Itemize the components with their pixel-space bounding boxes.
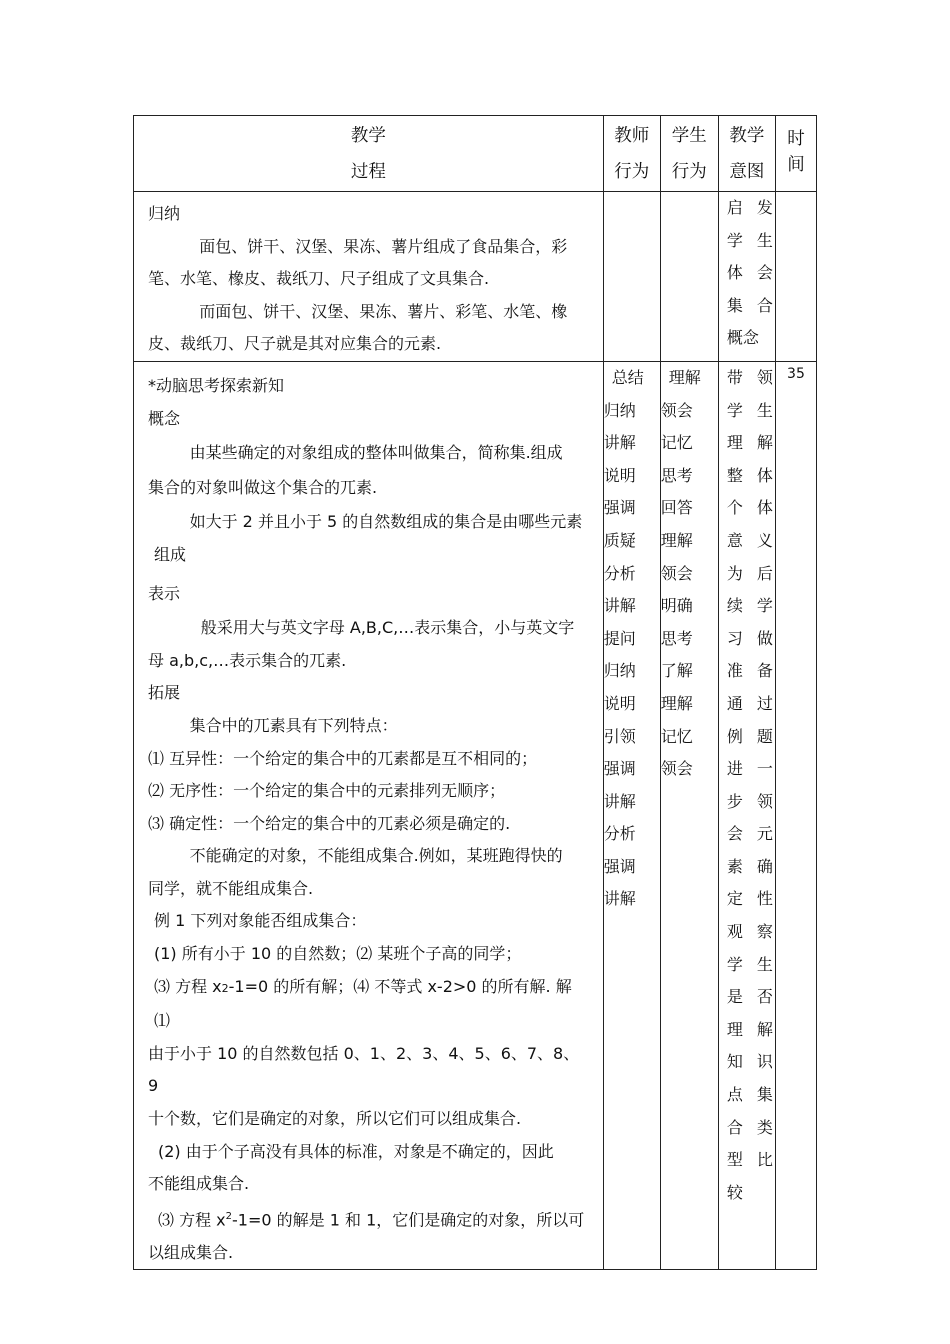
student-action: 领会 [660, 400, 693, 420]
header-time [775, 116, 816, 192]
student-action: 领会 [660, 759, 693, 779]
intent-item: 观察 [726, 922, 787, 942]
row1-title: 归纳 [148, 204, 181, 223]
teacher-action: 总结 [611, 367, 644, 387]
row2-line [134, 1201, 603, 1237]
row1-student [660, 192, 718, 362]
header-process [134, 116, 604, 192]
row2-line: ⑶ 确定性：一个给定的集合中的兀素必须是确定的. [148, 813, 511, 833]
intent-item: 较 [726, 1182, 743, 1202]
row2-student [660, 361, 718, 1269]
intent-item: 整体 [726, 465, 787, 485]
teacher-action: 分析 [603, 824, 636, 844]
intent-item: 例题 [726, 726, 787, 746]
row2-line: 不能组成集合. [148, 1174, 250, 1194]
row2-line: 组成 [154, 544, 187, 564]
row1-teacher [603, 192, 660, 362]
row2-line-part: ⑶ 方程 x [154, 976, 222, 996]
teacher-action: 引领 [603, 726, 636, 746]
row1-p1b: 笔、水笔、橡皮、裁纸刀、尺子组成了文具集合. [148, 269, 490, 289]
teacher-action: 提问 [603, 628, 636, 648]
row2-line: 集合的对象叫做这个集合的兀素. [148, 477, 378, 497]
intent-item: 为后 [726, 563, 787, 583]
intent-item: 定性 [726, 889, 787, 909]
header-teacher-line2: 行为 [614, 162, 650, 182]
row2-line: ⑵ 无序性：一个给定的集合中的元素排列无顺序； [148, 781, 506, 801]
row-concept [134, 361, 817, 1269]
teacher-action: 质疑 [603, 530, 636, 550]
row2-line: 如大于 2 并且小于 5 的自然数组成的集合是由哪些元素 [189, 512, 583, 532]
header-process-line1: 教学 [350, 126, 386, 146]
row2-line-part: ⑶ 方程 x [158, 1210, 226, 1230]
header-row [134, 116, 817, 192]
header-time-line2: 间 [787, 155, 805, 175]
intent-item: 理解 [726, 433, 787, 453]
intent-item: 续学 [726, 596, 787, 616]
row-summary [134, 192, 817, 362]
row2-intent [718, 361, 787, 1269]
header-intent-line1: 教学 [729, 126, 765, 146]
row2-line: 不能确定的对象，不能组成集合.例如，某班跑得快的 [189, 846, 563, 866]
student-action: 领会 [660, 563, 693, 583]
intent-item: 意义 [726, 530, 787, 550]
row2-line: 概念 [148, 408, 181, 428]
row2-teacher [603, 361, 660, 1269]
row2-line: (1) 所有小于 10 的自然数；⑵ 某班个子高的同学； [154, 944, 522, 964]
intent-item: 个体 [726, 498, 787, 518]
teacher-action: 强调 [603, 856, 636, 876]
intent-item: 进一 [726, 759, 787, 779]
intent-item: 学生 [726, 400, 787, 420]
student-action: 思考 [660, 628, 693, 648]
intent-item: 合类 [726, 1117, 787, 1137]
intent-item: 型比 [726, 1150, 787, 1170]
row1-intent-item: 体会 [726, 263, 787, 283]
row2-line-part: 2 [221, 981, 229, 995]
header-teacher [603, 116, 660, 192]
header-student [660, 116, 718, 192]
row2-line: 拓展 [148, 683, 181, 703]
student-action: 记忆 [660, 726, 693, 746]
student-action: 理解 [668, 367, 701, 387]
row2-line: 集合中的兀素具有下列特点： [189, 715, 398, 735]
header-student-line2: 行为 [671, 162, 707, 182]
row2-line: 表示 [148, 583, 181, 603]
row1-intent-item: 启发 [726, 198, 787, 217]
row2-line: ⑴ 互异性：一个给定的集合中的兀素都是互不相同的； [148, 748, 538, 768]
row1-intent [718, 192, 787, 362]
intent-item: 习做 [726, 628, 787, 648]
student-action: 思考 [660, 465, 693, 485]
row2-process [134, 361, 604, 1269]
intent-item: 理解 [726, 1019, 787, 1039]
teacher-action: 讲解 [603, 889, 636, 909]
teacher-action: 归纳 [603, 661, 636, 681]
header-intent-line2: 意图 [729, 162, 765, 182]
student-action: 回答 [660, 498, 693, 518]
row2-line-part: -1=0 的解是 1 和 1，它们是确定的对象，所以可 [232, 1210, 585, 1230]
row1-process [134, 192, 604, 362]
student-action: 理解 [660, 693, 693, 713]
row2-line-part: -1=0 的所有解；⑷ 不等式 x-2>0 的所有解. 解 ⑴ [154, 976, 572, 1031]
teacher-action: 强调 [603, 498, 636, 518]
intent-item: 点集 [726, 1085, 787, 1105]
header-student-line1: 学生 [671, 126, 707, 146]
row2-line: 由于小于 10 的自然数包括 0、1、2、3、4、5、6、7、8、9 [148, 1043, 580, 1096]
row1-p1a: 面包、饼干、汉堡、果冻、薯片组成了食品集合，彩 [199, 236, 568, 256]
intent-item: 通过 [726, 693, 787, 713]
row2-line-part: 2 [225, 1210, 233, 1222]
student-action: 明确 [660, 596, 693, 616]
intent-item: 素确 [726, 856, 787, 876]
intent-item: 知识 [726, 1052, 787, 1072]
intent-item: 步领 [726, 791, 787, 811]
teacher-action: 归纳 [603, 400, 636, 420]
header-time-line1: 时 [787, 129, 805, 149]
lesson-plan-table [133, 115, 817, 1270]
header-teacher-line1: 教师 [614, 126, 650, 146]
row2-line: *动脑思考探索新知 [148, 375, 285, 395]
row2-line: 以组成集合. [148, 1242, 234, 1262]
teacher-action: 强调 [603, 759, 636, 779]
row2-line: (2) 由于个子高没有具体的标准，对象是不确定的，因此 [158, 1141, 554, 1161]
row1-p2a: 而面包、饼干、汉堡、果冻、薯片、彩笔、水笔、橡 [199, 301, 568, 321]
intent-item: 带领 [726, 367, 787, 387]
row2-line: 般采用大与英文字母 A,B,C,…表示集合，小与英文字 [200, 618, 575, 638]
row2-line: 例 1 下列对象能否组成集合： [154, 911, 367, 931]
intent-item: 是否 [726, 987, 787, 1007]
row1-p2b: 皮、裁纸刀、尺子就是其对应集合的元素. [148, 334, 442, 354]
row1-intent-item: 学生 [726, 230, 787, 250]
teacher-action: 讲解 [603, 596, 636, 616]
intent-item: 学生 [726, 954, 787, 974]
row1-intent-item: 概念 [726, 328, 759, 348]
teacher-action: 讲解 [603, 433, 636, 453]
row2-line: 同学，就不能组成集合. [148, 878, 314, 898]
row2-time: 35 [775, 361, 816, 1269]
student-action: 记忆 [660, 433, 693, 453]
teacher-action: 讲解 [603, 791, 636, 811]
student-action: 了解 [660, 661, 693, 681]
student-action: 理解 [660, 530, 693, 550]
teacher-action: 说明 [603, 693, 636, 713]
row2-line: 由某些确定的对象组成的整体叫做集合，简称集.组成 [189, 443, 563, 463]
row2-line [134, 971, 603, 1038]
header-intent [718, 116, 775, 192]
row2-line: 母 a,b,c,…表示集合的兀素. [148, 650, 347, 670]
intent-item: 会元 [726, 824, 787, 844]
row1-intent-item: 集合 [726, 295, 787, 315]
intent-item: 准备 [726, 661, 787, 681]
teacher-action: 说明 [603, 465, 636, 485]
row2-line: 十个数，它们是确定的对象，所以它们可以组成集合. [148, 1109, 522, 1129]
header-process-line2: 过程 [350, 162, 386, 182]
teacher-action: 分析 [603, 563, 636, 583]
